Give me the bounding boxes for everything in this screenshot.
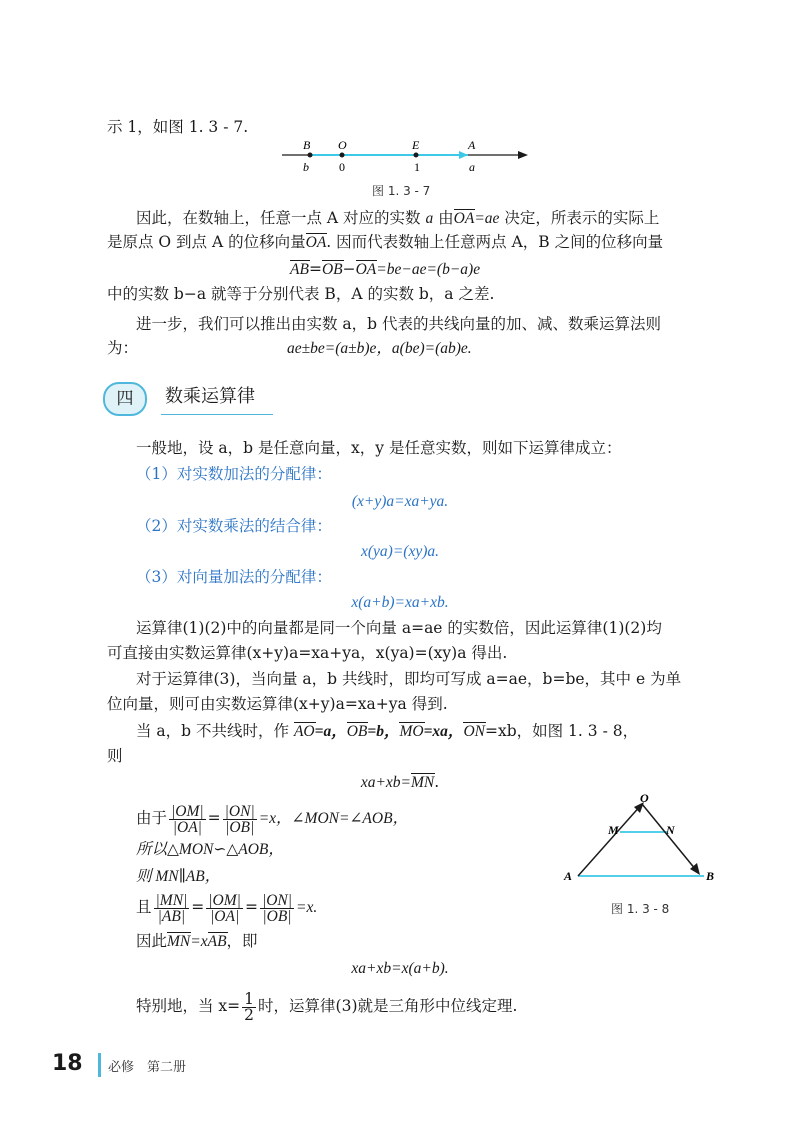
paragraph-line: 中的实数 b−a 就等于分别代表 B，A 的实数 b，a 之差. xyxy=(107,285,495,303)
page-number: 18 xyxy=(52,1051,83,1076)
label-B: B xyxy=(706,869,715,883)
paragraph-line: 位向量，则可由实数运算律(x+y)a=xa+ya 得到. xyxy=(107,695,448,713)
figure-caption-138: 图 1. 3 - 8 xyxy=(611,902,670,916)
vector-OA: OA xyxy=(454,208,475,230)
law-formula-2: x(ya)=(xy)a. xyxy=(361,543,439,560)
paragraph-line: 当 a，b 不共线时，作 AO=a，OB=b，MO=xa，ON=xb，如图 1. 3 - 8， xyxy=(136,720,638,743)
figure-triangle xyxy=(560,790,720,890)
value-b: b xyxy=(303,160,309,174)
proof-line-1: 由于 $\frac{|OM|}{|OA|}$ = $\frac{|ON|}{|OB|}$ =x，∠MON=∠AOB， xyxy=(136,802,409,836)
proof-line-5: 因此MN=xAB，即 xyxy=(136,930,258,953)
final-line: 特别地，当 x= $\frac{1}{2}$ 时，运算律(3)就是三角形中位线定理. xyxy=(136,989,518,1024)
intro-line: 示 1，如图 1. 3 - 7. xyxy=(107,118,249,136)
paragraph-line: 可直接由实数运算律(x+y)a=xa+ya，x(ya)=(xy)a 得出. xyxy=(107,644,508,662)
point-E xyxy=(414,153,419,158)
law-label-3: （3）对向量加法的分配律： xyxy=(136,568,332,586)
paragraph-line: 进一步，我们可以推出由实数 a，b 代表的共线向量的加、减、数乘运算法则 xyxy=(136,315,662,333)
proof-line-3: 则 MN∥AB， xyxy=(136,868,221,885)
paragraph-line: 则 xyxy=(107,747,123,765)
section-header xyxy=(103,380,273,416)
label-O: O xyxy=(338,138,347,152)
label-N: N xyxy=(666,823,675,837)
footer-accent-bar xyxy=(98,1053,101,1077)
value-0: 0 xyxy=(339,160,345,174)
equation-distributive: xa+xb=x(a+b). xyxy=(351,960,449,977)
law-label-1: （1）对实数加法的分配律： xyxy=(136,465,332,483)
label-A: A xyxy=(468,138,476,152)
paragraph-line: 对于运算律(3)，当向量 a，b 共线时，即均可写成 a=ae，b=be，其中 e 为单 xyxy=(136,670,682,688)
section-title: 数乘运算律 xyxy=(165,386,255,407)
figure-caption-137: 图 1. 3 - 7 xyxy=(372,184,431,198)
label-A: A xyxy=(564,869,573,883)
value-a: a xyxy=(469,160,475,174)
book-title: 必修 第二册 xyxy=(108,1060,187,1075)
paragraph-line: 是原点 O 到点 A 的位移向量OA. 因而代表数轴上任意两点 A，B 之间的位移向量 xyxy=(107,231,663,254)
law-formula-3: x(a+b)=xa+xb. xyxy=(351,594,449,611)
section-underline xyxy=(161,414,273,415)
formula-collinear: ae±be=(a±b)e，a(be)=(ab)e. xyxy=(287,340,472,357)
label-E: E xyxy=(412,138,420,152)
value-1: 1 xyxy=(414,160,420,174)
paragraph-line: 一般地，设 a，b 是任意向量，x，y 是任意实数，则如下运算律成立： xyxy=(136,439,622,457)
equation-ab-ob-oa: AB=OB−OA=be−ae=(b−a)e xyxy=(290,258,480,281)
paragraph-line: 为： xyxy=(107,339,139,357)
section-number: 四 xyxy=(103,382,147,416)
figure-number-line xyxy=(270,136,540,180)
point-O xyxy=(340,153,345,158)
proof-line-4: 且 $\frac{|MN|}{|AB|}$ = $\frac{|OM|}{|OA|}$ = $\frac{|ON|}{|OB|}$ =x. xyxy=(136,891,318,925)
law-label-2: （2）对实数乘法的结合律： xyxy=(136,517,332,535)
proof-line-2: 所以△MON∽△AOB， xyxy=(136,841,284,858)
paragraph-line: 运算律(1)(2)中的向量都是同一个向量 a=ae 的实数倍，因此运算律(1)(2)均 xyxy=(136,619,662,637)
paragraph-line: 因此，在数轴上，任意一点 A 对应的实数 a 由OA=ae 决定，所表示的实际上 xyxy=(136,207,659,230)
law-formula-1: (x+y)a=xa+ya. xyxy=(351,493,449,510)
label-B: B xyxy=(303,138,311,152)
vector-OA: OA xyxy=(306,232,327,254)
point-B xyxy=(308,153,313,158)
label-O: O xyxy=(640,791,649,805)
equation-xa-xb-mn: xa+xb=MN. xyxy=(0,771,800,794)
label-M: M xyxy=(608,823,619,837)
